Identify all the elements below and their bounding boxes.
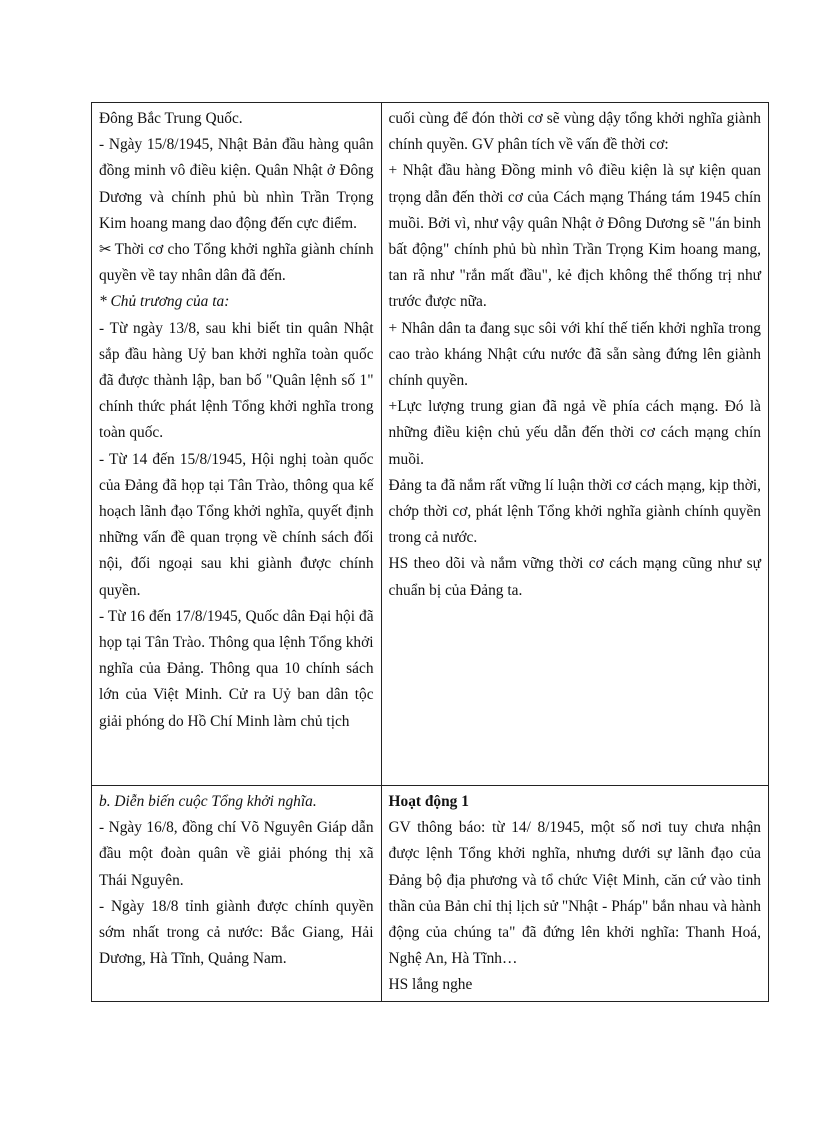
paragraph: - Từ 16 đến 17/8/1945, Quốc dân Đại hội đã họp tại Tân Trào. Thông qua lệnh Tổng khởi nghĩa của Đảng. Thông qua 10 chính sách lớn của Việt Minh. Cử ra Uỷ ban dân tộc giải phóng do Hồ Chí Minh làm chủ tịch [99, 607, 374, 730]
paragraph: + Nhân dân ta đang sục sôi với khí thế tiến khởi nghĩa trong cao trào kháng Nhật cứu nước đã sẵn sàng đứng lên giành chính quyền. [388, 319, 761, 390]
left-cell [92, 103, 382, 786]
paragraph: Đảng ta đã nắm rất vững lí luận thời cơ cách mạng, kịp thời, chớp thời cơ, phát lệnh Tổng khởi nghĩa giành chính quyền trong cả nước. [388, 476, 761, 547]
activity-heading: Hoạt động 1 [388, 793, 469, 810]
paragraph: - Từ 14 đến 15/8/1945, Hội nghị toàn quốc của Đảng đã họp tại Tân Trào, thông qua kế hoạch lãnh đạo Tổng khởi nghĩa, quyết định những vấn đề quan trọng về chính sách đối nội, đối ngoại sau khi giành được chính quyền. [99, 450, 374, 599]
paragraph-text: Thời cơ cho Tổng khởi nghĩa giành chính quyền về tay nhân dân đã đến. [99, 241, 374, 285]
table-row [92, 786, 769, 1002]
paragraph: GV thông báo: từ 14/ 8/1945, một số nơi tuy chưa nhận được lệnh Tổng khởi nghĩa, nhưng dưới sự lãnh đạo của Đảng bộ địa phương và tổ chức Việt Minh, căn cứ vào tinh thần của Bản chỉ thị lịch sử "Nhật - Pháp" bắn nhau và hành động của chúng ta" đã đứng lên khởi nghĩa: Thanh Hoá, Nghệ An, Hà Tĩnh… [388, 819, 761, 968]
paragraph [99, 237, 374, 289]
paragraph: cuối cùng để đón thời cơ sẽ vùng dậy tổng khởi nghĩa giành chính quyền. GV phân tích về vấn đề thời cơ: [388, 110, 761, 154]
left-cell [92, 786, 382, 1002]
paragraph: HS lắng nghe [388, 976, 473, 994]
right-cell [381, 786, 768, 1002]
section-heading: b. Diễn biến cuộc Tổng khởi nghĩa. [99, 793, 317, 810]
scissors-icon: ✂ [99, 242, 112, 259]
paragraph: - Ngày 16/8, đồng chí Võ Nguyên Giáp dẫn đầu một đoàn quân về giải phóng thị xã Thái Nguyên. [99, 819, 374, 889]
section-heading: * Chủ trương của ta: [99, 293, 230, 311]
paragraph: +Lực lượng trung gian đã ngả về phía cách mạng. Đó là những điều kiện chủ yếu dẫn đến thời cơ cách mạng chín muồi. [388, 398, 761, 468]
paragraph: - Ngày 18/8 tỉnh giành được chính quyền sớm nhất trong cả nước: Bắc Giang, Hải Dương, Hà Tĩnh, Quảng Nam. [99, 897, 374, 968]
paragraph: - Ngày 15/8/1945, Nhật Bản đầu hàng quân đồng minh vô điều kiện. Quân Nhật ở Đông Dương và chính phủ bù nhìn Trần Trọng Kim hoang mang dao động đến cực điểm. [99, 136, 374, 232]
paragraph: - Từ ngày 13/8, sau khi biết tin quân Nhật sắp đầu hàng Uỷ ban khởi nghĩa toàn quốc đã được thành lập, ban bố "Quân lệnh số 1" chính thức phát lệnh Tổng khởi nghĩa trong toàn quốc. [99, 319, 374, 442]
paragraph: Đông Bắc Trung Quốc. [99, 110, 243, 127]
paragraph: + Nhật đầu hàng Đồng minh vô điều kiện là sự kiện quan trọng dẫn đến thời cơ của Cách mạng Tháng tám 1945 chín muồi. Bởi vì, như vậy quân Nhật ở Đông Dương sẽ "án binh bất động" chính phủ bù nhìn Trần Trọng Kim hoang mang, tan rã như "rắn mất đầu", kẻ địch không thể thống trị như trước được nữa. [388, 162, 761, 311]
table-row [92, 103, 769, 786]
paragraph: HS theo dõi và nắm vững thời cơ cách mạng cũng như sự chuẩn bị của Đảng ta. [388, 555, 761, 599]
lesson-table [91, 102, 769, 1002]
right-cell [381, 103, 768, 786]
